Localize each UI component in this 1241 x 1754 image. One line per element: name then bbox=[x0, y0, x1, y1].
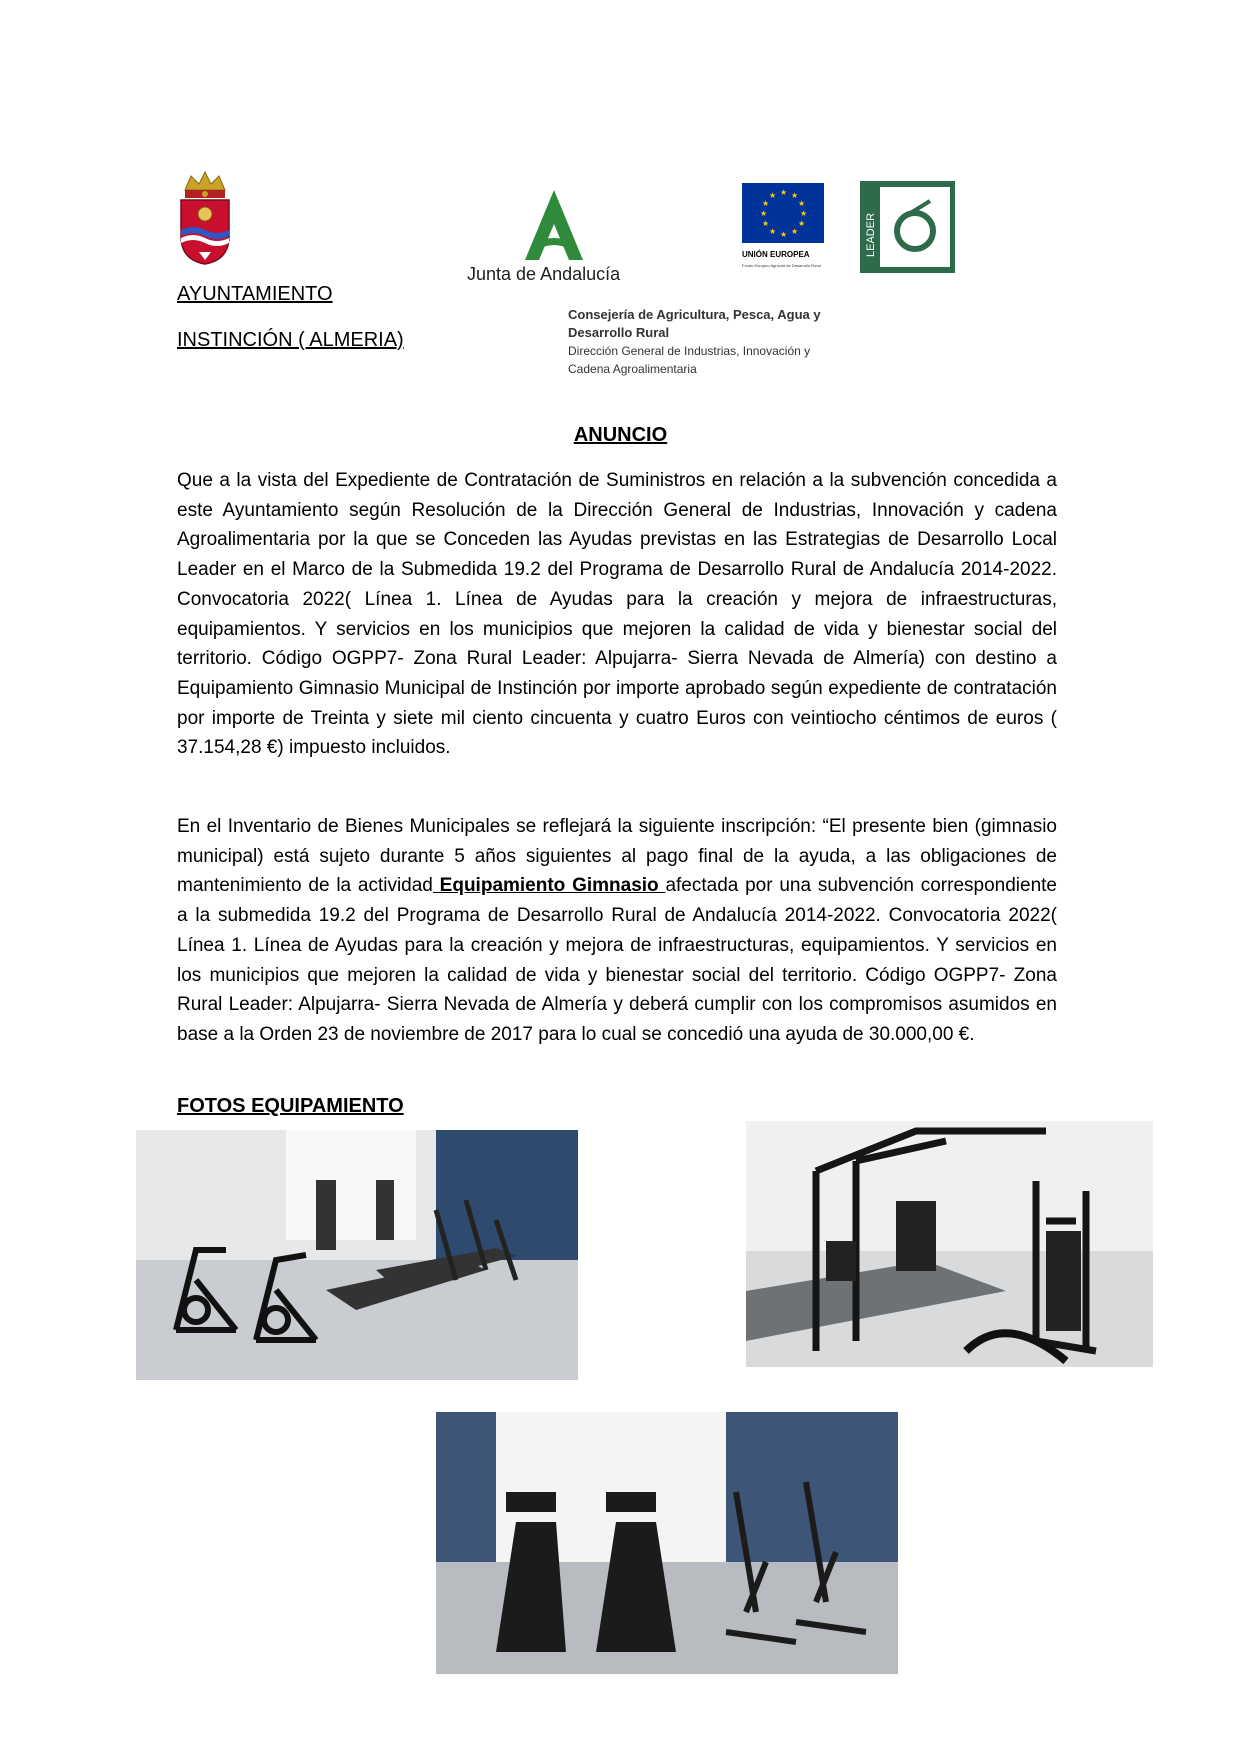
municipality-line-2: INSTINCIÓN ( ALMERIA) bbox=[177, 329, 404, 351]
svg-text:★: ★ bbox=[760, 209, 768, 218]
paragraph-2-after: afectada por una subvención correspondiente a la submedida 19.2 del Programa de Desarrollo Rural de Andalucía 2014-2022. Convocatoria 2022( Línea 1. Línea de Ayudas para la creación y mejora de infraestructuras, equipamientos. Y servicios en los municipios que mejoren la calidad de vida y bienestar social del territorio. Código OGPP7- Zona Rural Leader: Alpujarra- Sierra Nevada de Almería y deberá cumplir con los compromisos asumidos en base a la Orden 23 de noviembre de 2017 para lo cual se concedió una ayuda de 30.000,00 €. bbox=[177, 875, 1057, 1045]
junta-logo-text: Junta de Andalucía bbox=[467, 264, 621, 284]
municipality-line-1: AYUNTAMIENTO bbox=[177, 283, 333, 305]
announcement-title: ANUNCIO bbox=[573, 424, 668, 446]
municipal-crest-icon bbox=[177, 170, 233, 266]
svg-text:★: ★ bbox=[780, 188, 788, 197]
eu-label: UNIÓN EUROPEA bbox=[742, 250, 810, 259]
svg-text:★: ★ bbox=[798, 219, 806, 228]
announcement-title-wrap bbox=[0, 424, 1241, 447]
paragraph-2-emphasis: Equipamiento Gimnasio bbox=[432, 875, 666, 897]
consejeria-block bbox=[568, 306, 888, 378]
photos-heading: FOTOS EQUIPAMIENTO bbox=[177, 1095, 404, 1117]
svg-text:★: ★ bbox=[762, 219, 770, 228]
svg-text:★: ★ bbox=[780, 230, 788, 239]
leader-logo-icon bbox=[860, 181, 955, 273]
eu-flag-icon bbox=[740, 181, 858, 273]
consejeria-line-1: Consejería de Agricultura, Pesca, Agua y bbox=[568, 307, 821, 322]
gym-photo-multistation bbox=[746, 1121, 1153, 1367]
gym-photo-treadmills-ellipticals bbox=[436, 1412, 898, 1674]
svg-text:★: ★ bbox=[762, 199, 770, 208]
svg-text:★: ★ bbox=[769, 227, 777, 236]
direccion-line-2: Cadena Agroalimentaria bbox=[568, 362, 697, 376]
svg-text:★: ★ bbox=[769, 191, 777, 200]
paragraph-1: Que a la vista del Expediente de Contratación de Suministros en relación a la subvención concedida a este Ayuntamiento según Resolución de la Dirección General de Industrias, Innovación y cadena Agroalimentaria por la que se Conceden las Ayudas previstas en las Estrategias de Desarrollo Local Leader en el Marco de la Submedida 19.2 del Programa de Desarrollo Rural de Andalucía 2014-2022. Convocatoria 2022( Línea 1. Línea de Ayudas para la creación y mejora de infraestructuras, equipamientos. Y servicios en los municipios que mejoren la calidad de vida y bienestar social del territorio. Código OGPP7- Zona Rural Leader: Alpujarra- Sierra Nevada de Almería) con destino a Equipamiento Gimnasio Municipal de Instinción por importe aprobado según expediente de contratación por importe de Treinta y siete mil ciento cincuenta y cuatro Euros con veintiocho céntimos de euros ( 37.154,28 €) impuesto incluidos. bbox=[177, 470, 1057, 759]
svg-text:★: ★ bbox=[791, 191, 799, 200]
paragraph-2 bbox=[177, 812, 1057, 1050]
paragraph-2-before: En el Inventario de Bienes Municipales se reflejará la siguiente inscripción: “El presente bien (gimnasio municipal) está sujeto durante 5 años siguientes al pago final de la ayuda, a las obligaciones de mantenimiento de la actividad bbox=[177, 816, 1057, 897]
gym-photo-bikes-treadmills bbox=[136, 1130, 578, 1380]
svg-text:★: ★ bbox=[798, 199, 806, 208]
leader-label: LEADER bbox=[865, 212, 877, 257]
eu-sublabel: Fondo Europeo Agrícola de Desarrollo Rural bbox=[742, 263, 821, 268]
direccion-line-1: Dirección General de Industrias, Innovación y bbox=[568, 344, 811, 358]
svg-text:★: ★ bbox=[791, 227, 799, 236]
consejeria-line-2: Desarrollo Rural bbox=[568, 325, 670, 340]
svg-text:★: ★ bbox=[800, 209, 808, 218]
